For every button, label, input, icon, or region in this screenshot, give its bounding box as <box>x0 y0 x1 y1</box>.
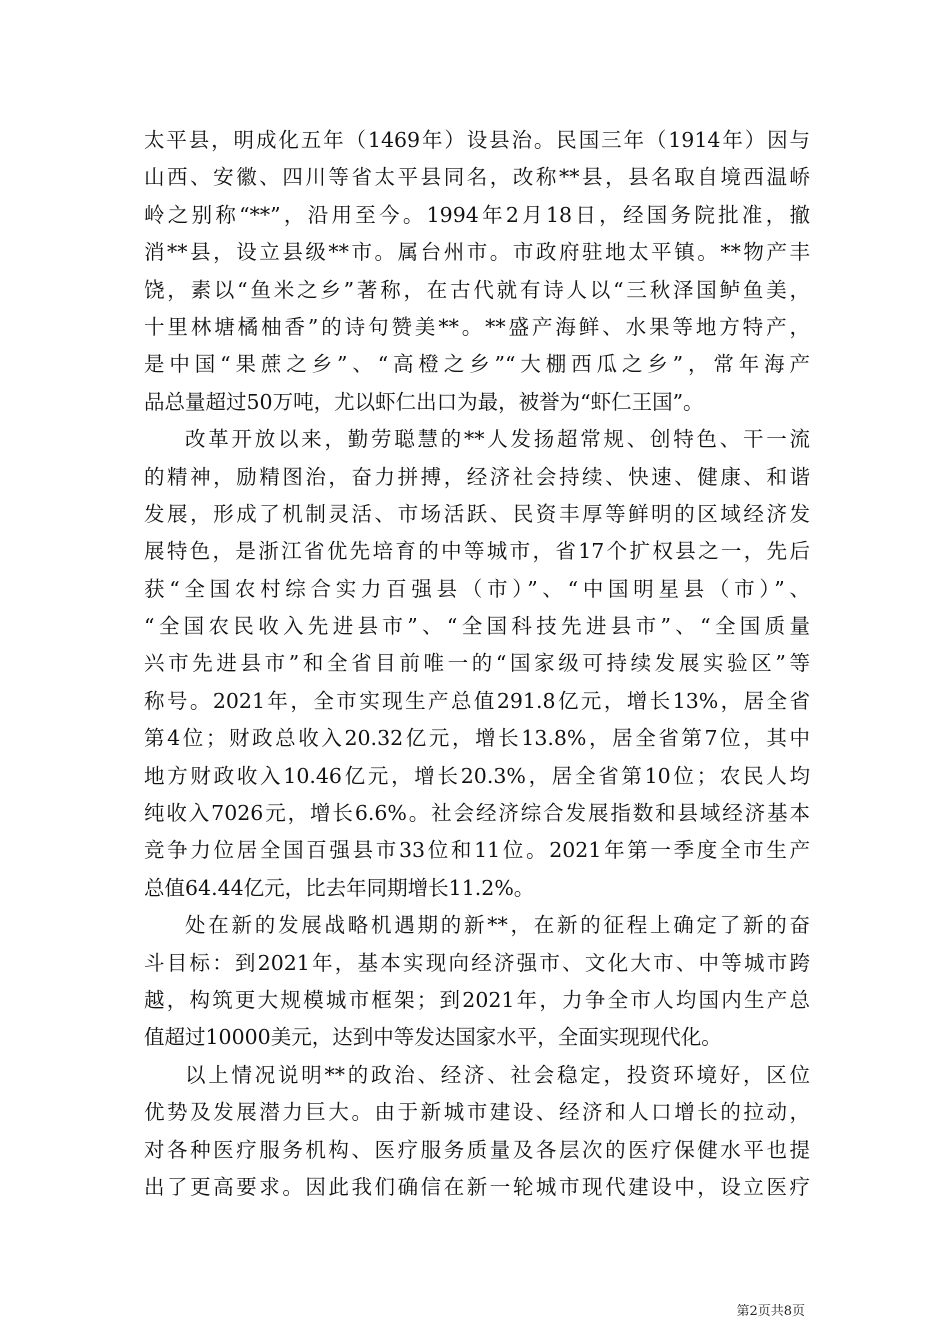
paragraph-line: 斗目标：到2021年，基本实现向经济强市、文化大市、中等城市跨 <box>144 950 810 975</box>
paragraph-line: 以上情况说明**的政治、经济、社会稳定，投资环境好，区位 <box>185 1062 810 1087</box>
paragraph-line: 第4位；财政总收入20.32亿元，增长13.8%，居全省第7位，其中 <box>144 726 810 751</box>
paragraph-line: 值超过10000美元，达到中等发达国家水平，全面实现现代化。 <box>144 1025 722 1050</box>
paragraph-line: 地方财政收入10.46亿元，增长20.3%，居全省第10位；农民人均 <box>144 763 810 788</box>
paragraph-3 <box>144 907 810 1057</box>
paragraph-line: 消**县，设立县级**市。属台州市。市政府驻地太平镇。**物产丰 <box>144 240 810 265</box>
paragraph-line: 是中国“果蔗之乡”、“高橙之乡”“大棚西瓜之乡”，常年海产 <box>144 352 810 377</box>
paragraph-line: 太平县，明成化五年（1469年）设县治。民国三年（1914年）因与 <box>144 128 810 152</box>
paragraph-line: 纯收入7026元，增长6.6%。社会经济综合发展指数和县域经济基本 <box>144 801 810 826</box>
paragraph-line: 竞争力位居全国百强县市33位和11位。2021年第一季度全市生产 <box>144 838 810 863</box>
paragraph-line: 称号。2021年，全市实现生产总值291.8亿元，增长13%，居全省 <box>144 688 810 713</box>
paragraph-line: 山西、安徽、四川等省太平县同名，改称**县，县名取自境西温峤 <box>144 165 810 190</box>
paragraph-1 <box>144 122 810 421</box>
paragraph-line: 处在新的发展战略机遇期的新**，在新的征程上确定了新的奋 <box>185 913 810 938</box>
paragraph-line: “全国农民收入先进县市”、“全国科技先进县市”、“全国质量 <box>144 614 810 639</box>
paragraph-2 <box>144 421 810 907</box>
paragraph-line: 展特色，是浙江省优先培育的中等城市，省17个扩权县之一，先后 <box>144 539 810 564</box>
paragraph-line: 出了更高要求。因此我们确信在新一轮城市现代建设中，设立医疗 <box>144 1174 810 1199</box>
paragraph-line: 总值64.44亿元，比去年同期增长11.2%。 <box>144 875 535 900</box>
paragraph-line: 对各种医疗服务机构、医疗服务质量及各层次的医疗保健水平也提 <box>144 1137 810 1162</box>
paragraph-line: 品总量超过50万吨，尤以虾仁出口为最，被誉为“虾仁王国”。 <box>144 389 704 414</box>
paragraph-4 <box>144 1057 810 1207</box>
paragraph-line: 饶，素以“鱼米之乡”著称，在古代就有诗人以“三秋泽国鲈鱼美， <box>144 277 810 302</box>
paragraph-line: 越，构筑更大规模城市框架；到2021年，力争全市人均国内生产总 <box>144 987 810 1012</box>
paragraph-line: 改革开放以来，勤劳聪慧的**人发扬超常规、创特色、干一流 <box>185 427 810 452</box>
page-number: 第2页共8页 <box>736 1304 805 1319</box>
document-body <box>144 122 810 1206</box>
paragraph-line: 岭之别称“**”，沿用至今。1994年2月18日，经国务院批准，撤 <box>144 202 810 227</box>
paragraph-line: 十里林塘橘柚香”的诗句赞美**。**盛产海鲜、水果等地方特产， <box>144 314 810 339</box>
paragraph-line: 兴市先进县市”和全省目前唯一的“国家级可持续发展实验区”等 <box>144 651 810 676</box>
paragraph-line: 的精神，励精图治，奋力拼搏，经济社会持续、快速、健康、和谐 <box>144 464 810 489</box>
paragraph-line: 发展，形成了机制灵活、市场活跃、民资丰厚等鲜明的区域经济发 <box>144 501 810 526</box>
paragraph-line: 获“全国农村综合实力百强县（市）”、“中国明星县（市）”、 <box>144 576 810 601</box>
paragraph-line: 优势及发展潜力巨大。由于新城市建设、经济和人口增长的拉动， <box>144 1100 810 1125</box>
